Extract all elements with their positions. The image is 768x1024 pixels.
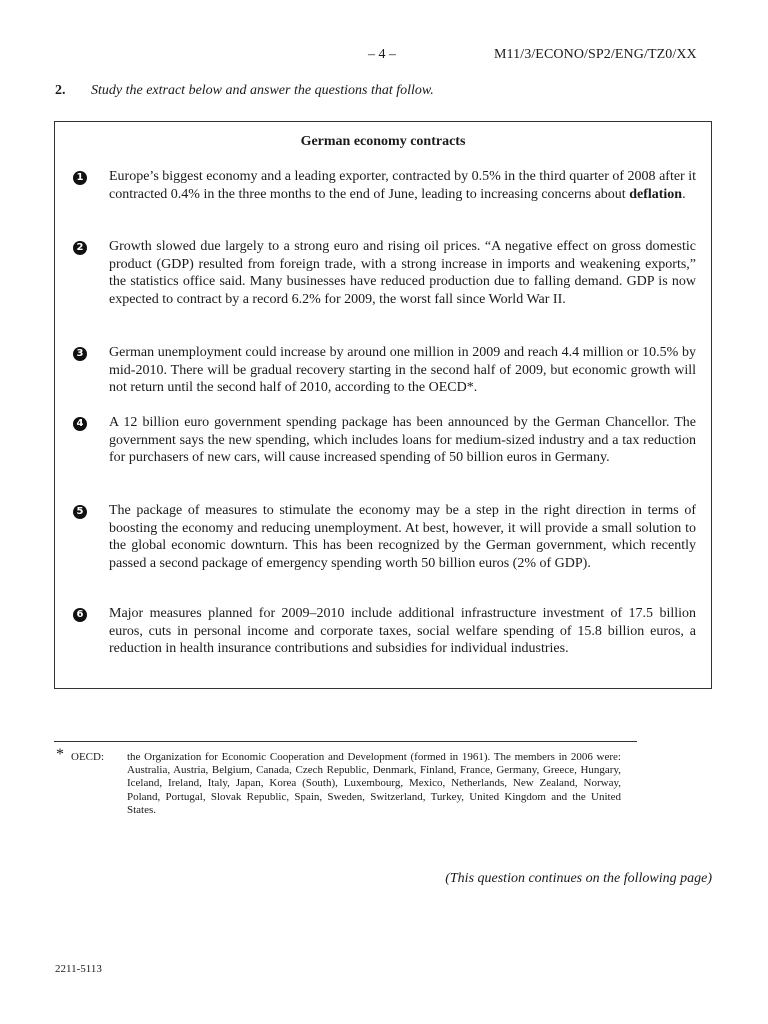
- paragraph-4: A 12 billion euro government spending package has been announced by the German Chancellor. The government says the new spending, which includes loans for medium-sized industry and a tax reduction for purchasers of new cars, will cause increased spending of 50 billion euros in Germany.: [109, 415, 696, 466]
- paragraph-1-end: .: [682, 186, 686, 202]
- question-instruction: Study the extract below and answer the questions that follow.: [91, 83, 434, 98]
- extract-title: German economy contracts: [300, 134, 466, 149]
- paragraph-2: Growth slowed due largely to a strong euro and rising oil prices. “A negative effect on gross domestic product (GDP) resulted from foreign trade, with a strong increase in imports and weakening exports,” the statistics office said. Many businesses have reduced production due to falling demand. GDP is now expected to contract by a record 6.2% for 2009, the worst fall since World War II.: [109, 239, 696, 307]
- paragraph-marker-5: 5: [73, 505, 87, 519]
- page-number: – 4 –: [368, 47, 396, 62]
- paragraph-marker-6: 6: [73, 608, 87, 622]
- continues-note: (This question continues on the following page): [445, 871, 712, 886]
- paragraph-1-bold-term: deflation: [629, 186, 683, 202]
- paragraph-6: Major measures planned for 2009–2010 include additional infrastructure investment of 17.5 billion euros, cuts in personal income and corporate taxes, social welfare spending of 15.8 billion euros, a reduction in health insurance contributions and subsidies for individual industries.: [109, 606, 696, 657]
- paragraph-marker-2: 2: [73, 241, 87, 255]
- paragraph-3: German unemployment could increase by around one million in 2009 and reach 4.4 million or 10.5% by mid-2010. There will be gradual recovery starting in the second half of 2009, but economic growth will not return until the second half of 2010, according to the OECD*.: [109, 345, 696, 396]
- footnote-label: OECD:: [71, 751, 104, 763]
- extract-box: [54, 121, 712, 689]
- footnote-symbol: *: [56, 746, 64, 763]
- paragraph-marker-1: 1: [73, 171, 87, 185]
- paragraph-marker-4: 4: [73, 417, 87, 431]
- paragraph-1-text: Europe’s biggest economy and a leading exporter, contracted by 0.5% in the third quarter of 2008 after it contracted 0.4% in the three months to the end of June, leading to increasing concerns about: [109, 169, 696, 202]
- question-number: 2.: [55, 83, 66, 98]
- footnote-rule: [54, 741, 637, 742]
- paragraph-5: The package of measures to stimulate the economy may be a step in the right direction in terms of boosting the economy and reducing unemployment. At best, however, it will provide a small solution to the global economic downturn. This has been recognized by the German government, which recently passed a second package of emergency spending worth 50 billion euros (2% of GDP).: [109, 503, 696, 571]
- page-code: 2211-5113: [55, 963, 102, 975]
- paragraph-marker-3: 3: [73, 347, 87, 361]
- paragraph-1: [109, 168, 696, 203]
- document-code: M11/3/ECONO/SP2/ENG/TZ0/XX: [494, 47, 697, 62]
- footnote-text: the Organization for Economic Cooperation and Development (formed in 1961). The members in 2006 were: Australia, Austria, Belgium, Canada, Czech Republic, Denmark, Finland, France, Germany, Greece, Hungary, Iceland, Ireland, Italy, Japan, Korea (South), Luxembourg, Mexico, Netherlands, New Zealand, Norway, Poland, Portugal, Slovak Republic, Spain, Sweden, Switzerland, Turkey, United Kingdom and the United States.: [127, 751, 621, 816]
